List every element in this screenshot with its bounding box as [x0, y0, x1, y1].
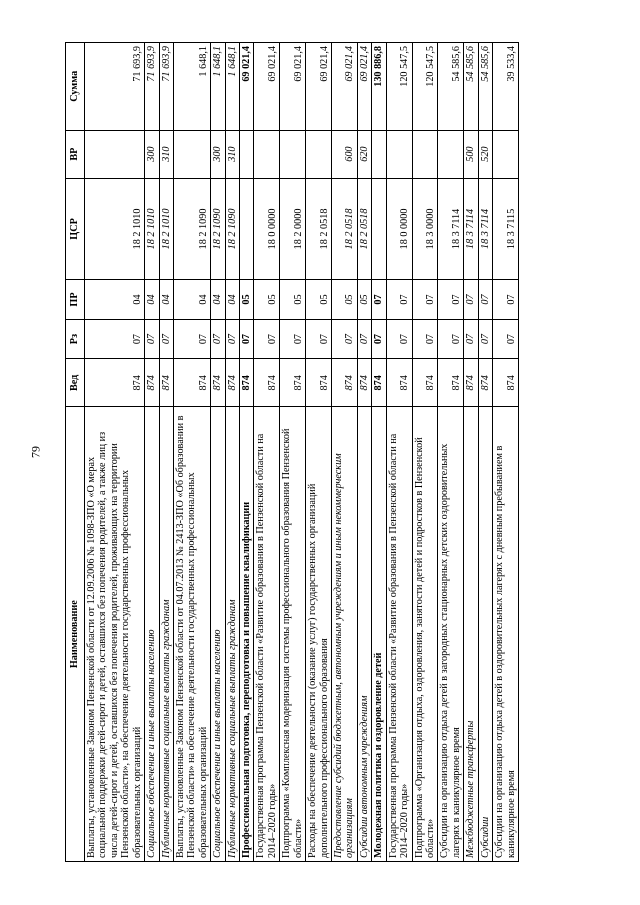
- cell-name: Социальное обеспечение и иные выплаты населению: [145, 407, 159, 862]
- table-row: [386, 43, 412, 862]
- cell-sum: 71 693,9: [145, 43, 159, 131]
- table-row: [173, 43, 210, 862]
- cell-rz: 07: [438, 319, 464, 359]
- cell-pr: 07: [412, 280, 438, 320]
- cell-vr: [254, 130, 280, 178]
- cell-pr: 05: [306, 280, 332, 320]
- cell-rz: 07: [211, 319, 225, 359]
- cell-rz: 07: [412, 319, 438, 359]
- cell-name: Субсидии: [478, 407, 492, 862]
- cell-name: Выплаты, установленные Законом Пензенской области от 04.07.2013 № 2413-ЗПО «Об образовании в Пензенской области» на обеспечение деятельности государственных профессиональных образовательных организаций: [173, 407, 210, 862]
- cell-vr: [85, 130, 145, 178]
- cell-sum: 69 021,4: [254, 43, 280, 131]
- cell-vr: [493, 130, 519, 178]
- cell-csr: 18 2 0000: [280, 178, 306, 280]
- cell-ved: 874: [372, 359, 386, 407]
- cell-sum: 120 547,5: [412, 43, 438, 131]
- cell-pr: 04: [145, 280, 159, 320]
- cell-name: Подпрограмма «Организация отдыха, оздоровления, занятости детей и подростков в Пензенской области»: [412, 407, 438, 862]
- table-row: [357, 43, 371, 862]
- cell-rz: 07: [145, 319, 159, 359]
- table-row: [464, 43, 478, 862]
- cell-vr: 300: [211, 130, 225, 178]
- cell-name: Молодежная политика и оздоровление детей: [372, 407, 386, 862]
- cell-ved: 874: [85, 359, 145, 407]
- cell-csr: 18 2 1090: [225, 178, 239, 280]
- table-row: [254, 43, 280, 862]
- cell-pr: 07: [386, 280, 412, 320]
- cell-pr: 04: [173, 280, 210, 320]
- table-row: [332, 43, 358, 862]
- cell-vr: [173, 130, 210, 178]
- table-row: [306, 43, 332, 862]
- cell-sum: 71 693,9: [85, 43, 145, 131]
- cell-vr: [280, 130, 306, 178]
- cell-vr: [438, 130, 464, 178]
- cell-sum: 130 886,8: [372, 43, 386, 131]
- cell-vr: 300: [145, 130, 159, 178]
- cell-ved: 874: [412, 359, 438, 407]
- cell-ved: 874: [159, 359, 173, 407]
- header-ved: Вед: [66, 359, 85, 407]
- cell-csr: 18 0 0000: [386, 178, 412, 280]
- cell-rz: 07: [240, 319, 254, 359]
- table-body: [85, 43, 519, 862]
- cell-name: Субсидии на организацию отдыха детей в оздоровительных лагерях с дневным пребыванием в каникулярное время: [493, 407, 519, 862]
- cell-name: Профессиональная подготовка, переподготовка и повышение квалификации: [240, 407, 254, 862]
- cell-csr: 18 2 1090: [173, 178, 210, 280]
- cell-sum: 39 533,4: [493, 43, 519, 131]
- cell-csr: 18 2 1010: [159, 178, 173, 280]
- cell-ved: 874: [386, 359, 412, 407]
- cell-ved: 874: [280, 359, 306, 407]
- cell-csr: 18 3 7115: [493, 178, 519, 280]
- cell-rz: 07: [493, 319, 519, 359]
- table-row: [225, 43, 239, 862]
- cell-rz: 07: [332, 319, 358, 359]
- header-name: Наименование: [66, 407, 85, 862]
- cell-csr: 18 3 0000: [412, 178, 438, 280]
- table-row: [211, 43, 225, 862]
- header-sum: Сумма: [66, 43, 85, 131]
- cell-name: Государственная программа Пензенской области «Развитие образования в Пензенской области на 2014–2020 годы»: [386, 407, 412, 862]
- cell-rz: 07: [225, 319, 239, 359]
- cell-pr: 05: [280, 280, 306, 320]
- cell-rz: 07: [173, 319, 210, 359]
- cell-rz: 07: [280, 319, 306, 359]
- cell-csr: 18 2 0518: [332, 178, 358, 280]
- cell-rz: 07: [306, 319, 332, 359]
- cell-sum: 120 547,5: [386, 43, 412, 131]
- cell-ved: 874: [357, 359, 371, 407]
- cell-ved: 874: [225, 359, 239, 407]
- cell-ved: 874: [478, 359, 492, 407]
- cell-name: Социальное обеспечение и иные выплаты населению: [211, 407, 225, 862]
- table-row: [159, 43, 173, 862]
- cell-pr: 07: [464, 280, 478, 320]
- cell-ved: 874: [493, 359, 519, 407]
- cell-pr: 07: [493, 280, 519, 320]
- budget-table-container: [65, 42, 575, 862]
- cell-pr: 04: [85, 280, 145, 320]
- cell-vr: [386, 130, 412, 178]
- table-row: [478, 43, 492, 862]
- cell-csr: 18 2 1090: [211, 178, 225, 280]
- cell-csr: 18 3 7114: [438, 178, 464, 280]
- header-vr: ВР: [66, 130, 85, 178]
- cell-csr: [372, 178, 386, 280]
- cell-ved: 874: [306, 359, 332, 407]
- cell-pr: 07: [478, 280, 492, 320]
- cell-rz: 07: [159, 319, 173, 359]
- cell-ved: 874: [438, 359, 464, 407]
- cell-vr: [306, 130, 332, 178]
- table-row: [145, 43, 159, 862]
- page-number: 79: [28, 446, 43, 458]
- cell-csr: 18 0 0000: [254, 178, 280, 280]
- cell-vr: [412, 130, 438, 178]
- cell-sum: 54 585,6: [478, 43, 492, 131]
- cell-name: Предоставление субсидий бюджетным, автономным учреждениям и иным некоммерческим организациям: [332, 407, 358, 862]
- cell-sum: 71 693,9: [159, 43, 173, 131]
- cell-ved: 874: [332, 359, 358, 407]
- cell-sum: 1 648,1: [211, 43, 225, 131]
- cell-sum: 1 648,1: [173, 43, 210, 131]
- cell-pr: 07: [372, 280, 386, 320]
- table-row: [280, 43, 306, 862]
- cell-rz: 07: [357, 319, 371, 359]
- cell-vr: [372, 130, 386, 178]
- cell-csr: 18 3 7114: [464, 178, 478, 280]
- cell-vr: 520: [478, 130, 492, 178]
- cell-csr: 18 2 0518: [357, 178, 371, 280]
- budget-table: [65, 42, 519, 862]
- cell-ved: 874: [145, 359, 159, 407]
- cell-rz: 07: [464, 319, 478, 359]
- cell-ved: 874: [464, 359, 478, 407]
- cell-csr: 18 2 0518: [306, 178, 332, 280]
- cell-vr: [240, 130, 254, 178]
- cell-sum: 1 648,1: [225, 43, 239, 131]
- cell-pr: 05: [254, 280, 280, 320]
- cell-sum: 69 021,4: [332, 43, 358, 131]
- cell-csr: 18 2 1010: [85, 178, 145, 280]
- header-pr: ПР: [66, 280, 85, 320]
- cell-name: Публичные нормативные социальные выплаты гражданам: [225, 407, 239, 862]
- cell-ved: 874: [254, 359, 280, 407]
- cell-name: Государственная программа Пензенской области «Развитие образования в Пензенской области на 2014–2020 годы»: [254, 407, 280, 862]
- table-header-row: [66, 43, 85, 862]
- cell-rz: 07: [85, 319, 145, 359]
- cell-name: Субсидии на организацию отдыха детей в загородных стационарных детских оздоровительных лагерях в каникулярное время: [438, 407, 464, 862]
- cell-csr: 18 2 1010: [145, 178, 159, 280]
- table-row: [412, 43, 438, 862]
- cell-pr: 07: [438, 280, 464, 320]
- cell-vr: 500: [464, 130, 478, 178]
- table-row: [438, 43, 464, 862]
- cell-pr: 04: [225, 280, 239, 320]
- cell-name: Расходы на обеспечение деятельности (оказание услуг) государственных организаций дополнительного профессионального образования: [306, 407, 332, 862]
- cell-name: Публичные нормативные социальные выплаты гражданам: [159, 407, 173, 862]
- cell-sum: 69 021,4: [306, 43, 332, 131]
- cell-vr: 310: [225, 130, 239, 178]
- table-row: [372, 43, 386, 862]
- cell-pr: 05: [357, 280, 371, 320]
- cell-pr: 05: [240, 280, 254, 320]
- cell-vr: 310: [159, 130, 173, 178]
- cell-vr: 600: [332, 130, 358, 178]
- cell-csr: [240, 178, 254, 280]
- cell-rz: 07: [372, 319, 386, 359]
- table-row: [85, 43, 145, 862]
- cell-sum: 54 585,6: [464, 43, 478, 131]
- cell-csr: 18 3 7114: [478, 178, 492, 280]
- header-rz: Рз: [66, 319, 85, 359]
- table-row: [240, 43, 254, 862]
- cell-ved: 874: [211, 359, 225, 407]
- cell-name: Субсидии автономным учреждениям: [357, 407, 371, 862]
- cell-name: Подпрограмма «Комплексная модернизация системы профессионального образования Пензенской области»: [280, 407, 306, 862]
- cell-rz: 07: [478, 319, 492, 359]
- cell-pr: 04: [211, 280, 225, 320]
- cell-rz: 07: [386, 319, 412, 359]
- header-csr: ЦСР: [66, 178, 85, 280]
- cell-sum: 69 021,4: [280, 43, 306, 131]
- cell-sum: 69 021,4: [357, 43, 371, 131]
- cell-rz: 07: [254, 319, 280, 359]
- cell-sum: 54 585,6: [438, 43, 464, 131]
- cell-sum: 69 021,4: [240, 43, 254, 131]
- cell-pr: 05: [332, 280, 358, 320]
- cell-name: Выплаты, установленные Законом Пензенской области от 12.09.2006 № 1098-ЗПО «О мерах социальной поддержки детей-сирот и детей, оставшихся без попечения родителей, а также лиц из числа детей-сирот и детей, оставшихся без попечения родителей, проживающих на территории Пензенской области», на обеспечение деятельности государственных профессиональных образовательных организаций: [85, 407, 145, 862]
- table-row: [493, 43, 519, 862]
- cell-pr: 04: [159, 280, 173, 320]
- cell-ved: 874: [173, 359, 210, 407]
- cell-vr: 620: [357, 130, 371, 178]
- cell-name: Межбюджетные трансферты: [464, 407, 478, 862]
- cell-ved: 874: [240, 359, 254, 407]
